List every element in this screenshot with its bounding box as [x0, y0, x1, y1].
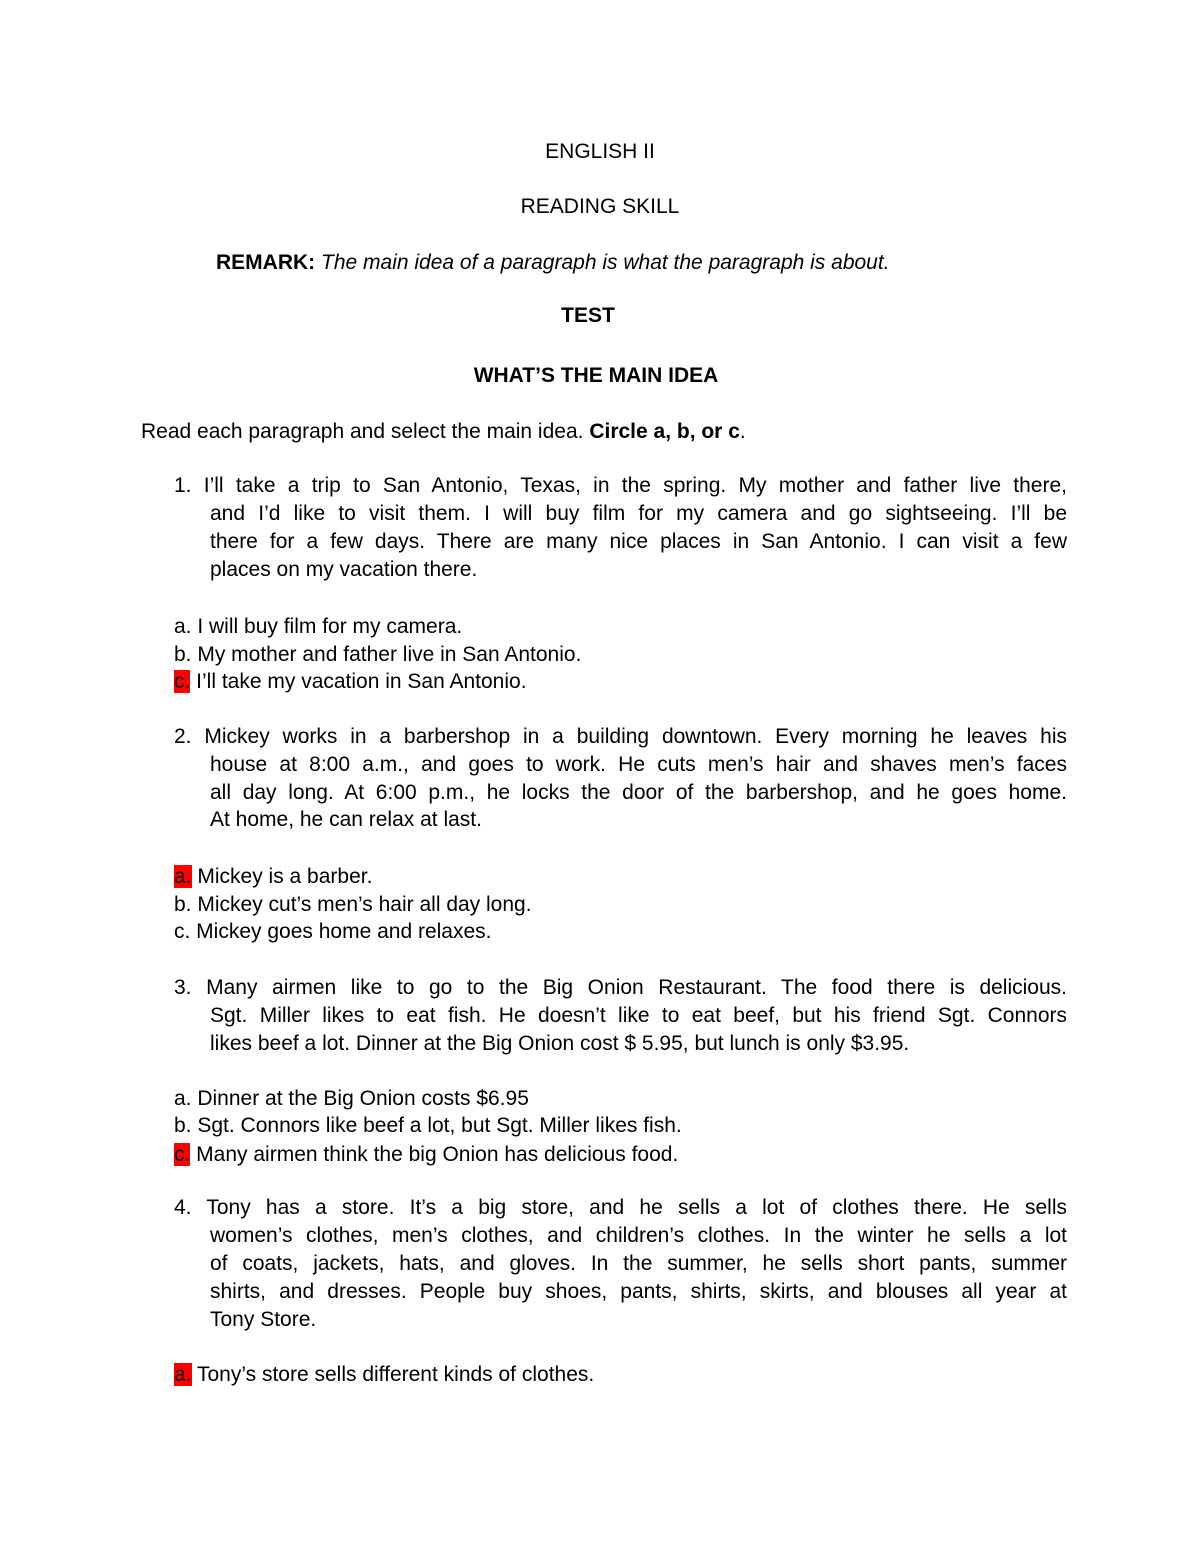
option-b[interactable]: [174, 641, 581, 669]
paragraph-line: all day long. At 6:00 p.m., he locks the door of the barbershop, and he goes home.: [210, 781, 1067, 804]
option-a-answer[interactable]: [174, 863, 372, 891]
paragraph-line: and I’d like to visit them. I will buy film for my camera and go sightseeing. I’ll be: [210, 502, 1067, 525]
paragraph-line: 4. Tony has a store. It’s a big store, and he sells a lot of clothes there. He sells: [174, 1196, 1067, 1219]
option-text: Tony’s store sells different kinds of clothes.: [191, 1363, 595, 1386]
answer-highlight: c.: [174, 670, 191, 693]
option-a-answer[interactable]: [174, 1361, 594, 1389]
option-text: I’ll take my vacation in San Antonio.: [190, 670, 527, 693]
answer-highlight: a.: [174, 1363, 192, 1386]
option-letter: b.: [174, 1114, 192, 1137]
paragraph-line: of coats, jackets, hats, and gloves. In the summer, he sells short pants, summer: [210, 1252, 1067, 1275]
paragraph-line: likes beef a lot. Dinner at the Big Onion cost $ 5.95, but lunch is only $3.95.: [210, 1032, 910, 1055]
answer-highlight: a.: [174, 865, 192, 888]
course-title: ENGLISH II: [545, 140, 655, 163]
option-text: Mickey goes home and relaxes.: [190, 920, 492, 943]
option-b[interactable]: [174, 891, 532, 919]
option-text: Mickey cut’s men’s hair all day long.: [191, 893, 532, 916]
option-c-answer[interactable]: [174, 1141, 678, 1169]
option-text: Sgt. Connors like beef a lot, but Sgt. Miller likes fish.: [191, 1114, 682, 1137]
option-text: Dinner at the Big Onion costs $6.95: [191, 1087, 529, 1110]
option-c[interactable]: [174, 918, 492, 946]
paragraph-line: 3. Many airmen like to go to the Big Onion Restaurant. The food there is delicious.: [174, 976, 1067, 999]
instructions-text: Read each paragraph and select the main idea.: [141, 420, 590, 443]
option-a[interactable]: [174, 1085, 529, 1113]
option-letter: a.: [174, 1087, 192, 1110]
paragraph-line: places on my vacation there.: [210, 558, 478, 581]
option-c-answer[interactable]: [174, 668, 527, 696]
paragraph-line: 2. Mickey works in a barbershop in a building downtown. Every morning he leaves his: [174, 725, 1067, 748]
option-letter: c.: [174, 920, 191, 943]
option-text: Many airmen think the big Onion has delicious food.: [190, 1143, 679, 1166]
paragraph-line: 1. I’ll take a trip to San Antonio, Texas, in the spring. My mother and father live there,: [174, 474, 1067, 497]
option-text: Mickey is a barber.: [191, 865, 373, 888]
option-a[interactable]: [174, 613, 462, 641]
paragraph-line: At home, he can relax at last.: [210, 808, 482, 831]
option-text: My mother and father live in San Antonio.: [191, 643, 582, 666]
remark-text: The main idea of a paragraph is what the paragraph is about.: [321, 251, 890, 274]
paragraph-line: shirts, and dresses. People buy shoes, pants, shirts, skirts, and blouses all year at: [210, 1280, 1067, 1303]
paragraph-line: women’s clothes, men’s clothes, and children’s clothes. In the winter he sells a lot: [210, 1224, 1067, 1247]
test-label: TEST: [561, 304, 615, 327]
instructions: [141, 418, 746, 446]
paragraph-line: house at 8:00 a.m., and goes to work. He cuts men’s hair and shaves men’s faces: [210, 753, 1067, 776]
option-letter: a.: [174, 615, 192, 638]
paragraph-line: Sgt. Miller likes to eat fish. He doesn’t like to eat beef, but his friend Sgt. Connors: [210, 1004, 1067, 1027]
instructions-end: .: [739, 420, 746, 443]
paragraph-line: Tony Store.: [210, 1308, 317, 1331]
remark: [216, 249, 890, 277]
option-letter: b.: [174, 643, 192, 666]
option-text: I will buy film for my camera.: [191, 615, 463, 638]
option-b[interactable]: [174, 1112, 682, 1140]
instructions-emphasis: Circle a, b, or c: [589, 420, 740, 443]
answer-highlight: c.: [174, 1143, 191, 1166]
section-title: READING SKILL: [520, 195, 680, 218]
option-letter: b.: [174, 893, 192, 916]
paragraph-line: there for a few days. There are many nice places in San Antonio. I can visit a few: [210, 530, 1067, 553]
remark-label: REMARK:: [216, 251, 316, 274]
test-title: WHAT’S THE MAIN IDEA: [473, 364, 719, 387]
